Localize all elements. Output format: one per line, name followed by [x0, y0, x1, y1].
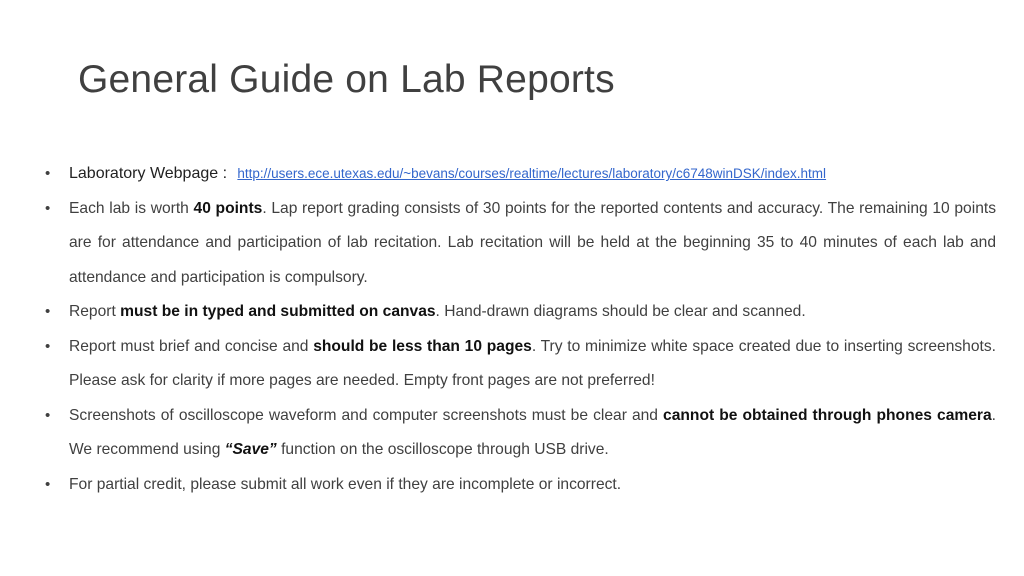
bullet-dot-icon: • — [45, 406, 51, 424]
length-emphasis: should be less than 10 pages — [313, 337, 532, 355]
bullet-item-lab-webpage — [45, 157, 996, 192]
slide-title: General Guide on Lab Reports — [78, 58, 615, 101]
bullet-dot-icon: • — [45, 475, 51, 493]
lab-webpage-link[interactable]: http://users.ece.utexas.edu/~bevans/courses/realtime/lectures/laboratory/c6748winDSK/index.html — [237, 166, 827, 181]
bullet-item-submission — [45, 295, 996, 330]
bullet-item-screenshots — [45, 399, 996, 468]
submission-text-2: . Hand-drawn diagrams should be clear and scanned. — [435, 303, 806, 320]
submission-emphasis: must be in typed and submitted on canvas — [120, 303, 436, 320]
lab-webpage-label: Laboratory Webpage : — [69, 165, 228, 182]
bullet-item-length — [45, 330, 996, 399]
save-emphasis: “Save” — [224, 441, 277, 458]
points-text-2: . Lap report grading consists of 30 points for the reported contents and accuracy. The remaining 10 points are for attendance and participation of lab recitation. Lab recitation will be held at the beginning 35 to 40 minutes of each lab and attendance and participation is compulsory. — [69, 199, 996, 286]
screenshots-emphasis: cannot be obtained through phones camera — [663, 406, 992, 424]
bullet-item-partial-credit — [45, 468, 996, 503]
length-text-2: . Try to minimize white space created due to inserting screenshots. Please ask for clarity if more pages are needed. Empty front pages are not preferred! — [69, 337, 996, 389]
bullet-dot-icon: • — [45, 337, 51, 355]
submission-text-1: Report — [69, 303, 121, 320]
bullet-list — [45, 157, 996, 502]
points-text-1: Each lab is worth — [69, 199, 194, 217]
points-emphasis: 40 points — [193, 199, 263, 217]
partial-credit-text: For partial credit, please submit all work even if they are incomplete or incorrect. — [69, 475, 622, 493]
bullet-item-points — [45, 192, 996, 296]
screenshots-text-2: . We recommend using — [69, 406, 996, 458]
screenshots-text-1: Screenshots of oscilloscope waveform and computer screenshots must be clear and — [69, 406, 664, 424]
bullet-dot-icon: • — [45, 165, 51, 182]
screenshots-text-3: function on the oscilloscope through USB drive. — [276, 441, 609, 458]
bullet-dot-icon: • — [45, 303, 51, 320]
bullet-dot-icon: • — [45, 199, 51, 217]
length-text-1: Report must brief and concise and — [69, 337, 314, 355]
